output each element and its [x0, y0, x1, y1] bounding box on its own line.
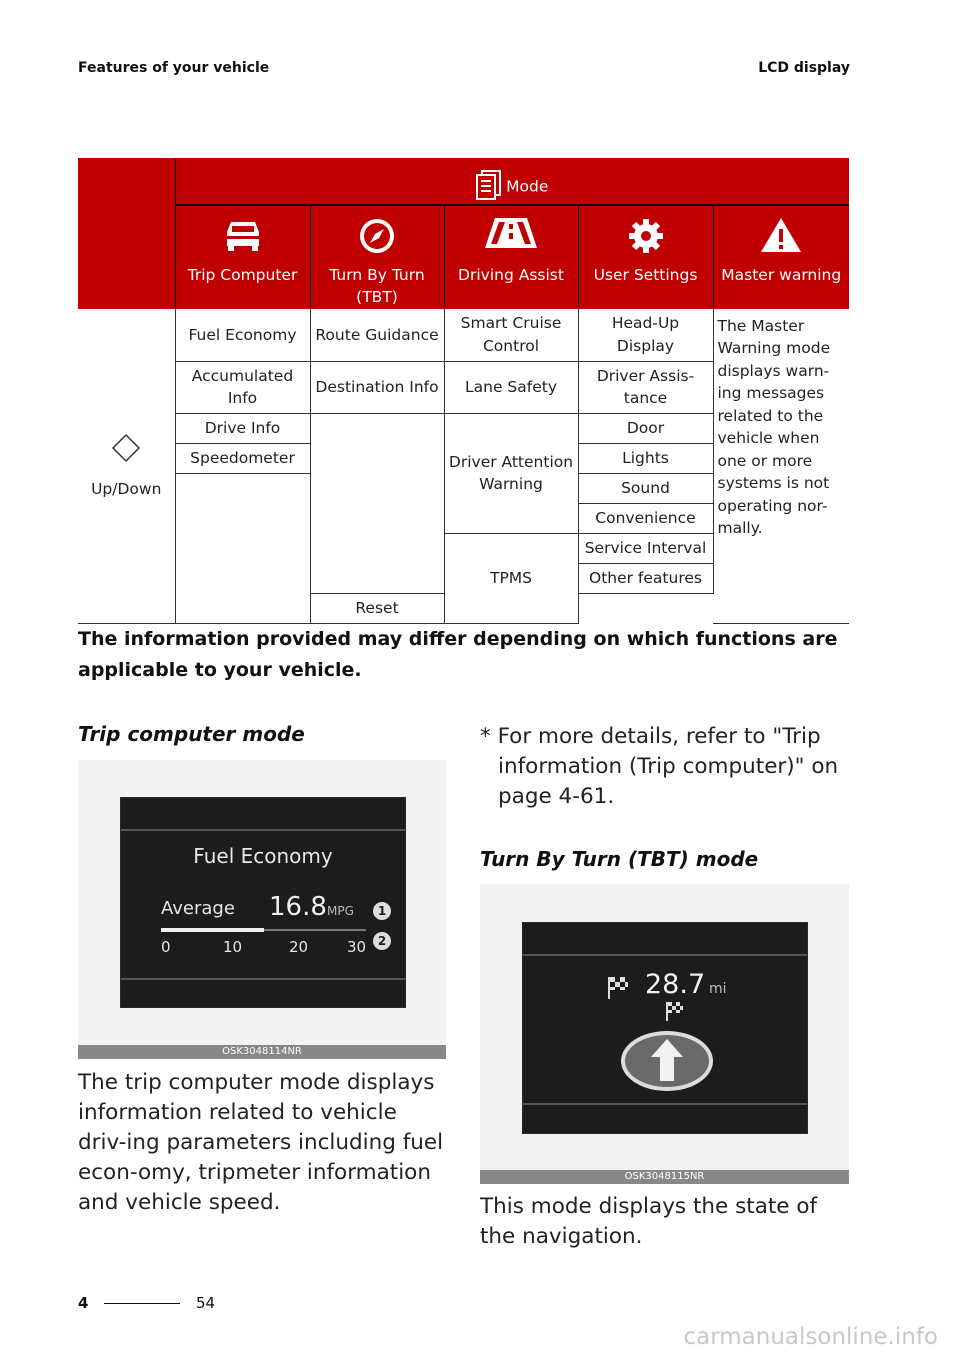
- column-label-user-settings: User Settings: [593, 266, 698, 284]
- watermark: carmanualsonline.info: [683, 1324, 938, 1350]
- trip-section-title: Trip computer mode: [78, 722, 305, 746]
- tbt-body-text: This mode displays the state of the navigation.: [480, 1194, 818, 1250]
- tbt-figure-caption: OSK3048115NR: [480, 1170, 849, 1184]
- settings-item: Lights: [578, 443, 713, 473]
- gear-icon: [579, 216, 713, 256]
- car-icon: [176, 216, 310, 256]
- settings-item: Door: [578, 413, 713, 443]
- assist-item: TPMS: [444, 533, 578, 623]
- trip-item: Accumulated Info: [175, 361, 310, 413]
- assist-item: Smart Cruise Control: [444, 309, 578, 361]
- mode-table: [78, 158, 849, 624]
- settings-item: Reset: [310, 593, 444, 623]
- tbt-distance: 28.7: [645, 969, 706, 1000]
- scale-tick: 10: [223, 938, 243, 956]
- trip-reference-note: [480, 722, 850, 812]
- footer-rule: [104, 1303, 180, 1304]
- straight-arrow-icon: [619, 1029, 715, 1097]
- scale-tick: 30: [347, 938, 367, 956]
- lcd-average-value: 16.8: [269, 892, 327, 922]
- running-header-section: Features of your vehicle: [78, 60, 270, 76]
- trip-item: Fuel Economy: [175, 309, 310, 361]
- checkered-flag-icon: [607, 975, 629, 1003]
- column-label-tbt: Turn By Turn (TBT): [329, 266, 425, 307]
- tbt-item: Route Guidance: [310, 309, 444, 361]
- column-master-warning: [713, 205, 849, 309]
- reference-line-1: * For more details, refer to "Trip: [480, 724, 821, 749]
- warning-triangle-icon: [714, 216, 850, 256]
- reference-line-2: information (Trip computer)" on: [498, 754, 839, 780]
- tbt-empty-cell: [310, 413, 444, 593]
- tbt-figure: [480, 884, 849, 1184]
- trip-figure: [78, 760, 446, 1059]
- master-warning-description: The Master Warning mode displays warn-ing messages related to the vehicle when one or more systems is not operating nor-mally.: [713, 309, 849, 623]
- road-icon: [445, 216, 578, 256]
- callout-2: 2: [373, 932, 391, 950]
- settings-item: Head-Up Display: [578, 309, 713, 361]
- column-tbt: [310, 205, 444, 309]
- column-label-master-warning: Master warning: [721, 266, 842, 284]
- table-corner: [78, 158, 175, 309]
- updown-diamond-icon: [110, 432, 142, 464]
- fuel-bar-fill: [161, 928, 264, 932]
- trip-item: Drive Info: [175, 413, 310, 443]
- column-driving-assist: [444, 205, 578, 309]
- trip-figure-caption: OSK3048114NR: [78, 1045, 446, 1059]
- settings-item: Service Interval: [578, 533, 713, 563]
- settings-item: Sound: [578, 473, 713, 503]
- tbt-item: Destination Info: [310, 361, 444, 413]
- applicability-note: The information provided may differ depending on which functions are applicable to your vehicle.: [78, 628, 838, 681]
- compass-icon: [311, 216, 444, 256]
- chapter-number: 4: [78, 1294, 89, 1312]
- destination-flag-icon: [665, 1001, 683, 1025]
- column-trip-computer: [175, 205, 310, 309]
- tbt-unit: mi: [709, 981, 727, 997]
- tbt-section-title: Turn By Turn (TBT) mode: [480, 847, 759, 871]
- column-label-driving-assist: Driving Assist: [458, 266, 564, 284]
- mode-label: Mode: [506, 177, 549, 196]
- updown-label: Up/Down: [91, 479, 162, 498]
- screen-bottom-band: [121, 978, 405, 980]
- scale-tick: 20: [289, 938, 309, 956]
- column-user-settings: [578, 205, 713, 309]
- callout-1: 1: [373, 902, 391, 920]
- column-label-trip-computer: Trip Computer: [187, 266, 298, 284]
- tbt-lcd-screen: [522, 922, 808, 1134]
- running-header-topic: LCD display: [758, 60, 850, 76]
- lcd-average-label: Average: [161, 898, 235, 919]
- trip-empty-cell: [175, 473, 310, 623]
- page-number: 54: [196, 1294, 216, 1312]
- mode-icon: [476, 170, 502, 204]
- settings-item: Convenience: [578, 503, 713, 533]
- settings-item: Driver Assis-tance: [578, 361, 713, 413]
- lcd-title: Fuel Economy: [193, 844, 333, 868]
- assist-item: Lane Safety: [444, 361, 578, 413]
- reference-line-3: page 4-61.: [498, 784, 615, 810]
- screen-bottom-band: [523, 1103, 807, 1105]
- scale-tick: 0: [161, 938, 171, 956]
- fuel-bar-track: [161, 929, 366, 931]
- fuel-scale: [161, 938, 366, 958]
- trip-lcd-screen: [120, 797, 406, 1008]
- trip-item: Speedometer: [175, 443, 310, 473]
- updown-cell: [78, 309, 175, 623]
- screen-top-band: [523, 954, 807, 956]
- assist-item: Driver Attention Warning: [444, 413, 578, 533]
- screen-top-band: [121, 829, 405, 831]
- mode-header: [175, 158, 849, 205]
- lcd-unit: MPG: [327, 904, 354, 918]
- settings-item: Other features: [578, 563, 713, 593]
- trip-body-text: The trip computer mode displays information related to vehicle driv-ing parameters including fuel econ-omy, tripmeter information and vehicle speed.: [78, 1070, 444, 1216]
